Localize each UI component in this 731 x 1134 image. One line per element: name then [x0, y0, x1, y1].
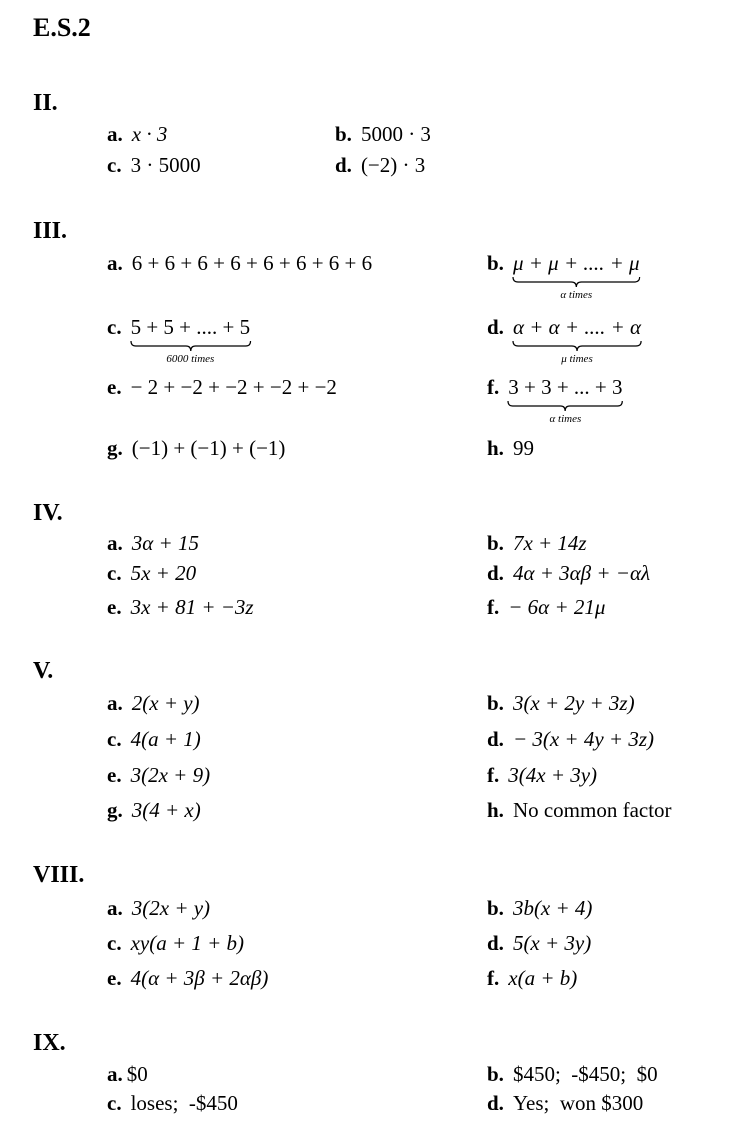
item-text: α + α + .... + α [512, 315, 642, 339]
underbrace [513, 277, 640, 287]
item-label: d. [487, 561, 504, 585]
item-text: 7x + 14z [512, 531, 587, 555]
item-text: 99 [512, 436, 534, 460]
item-label: b. [487, 251, 504, 275]
section-heading-v: V. [33, 658, 54, 684]
item-label: a. [107, 691, 123, 715]
item-label: c. [107, 315, 122, 339]
item-label: b. [487, 1062, 504, 1086]
section-heading-iv: IV. [33, 500, 63, 526]
item-text: 3 + 3 + ... + 3 [508, 375, 623, 399]
answer-iv-d [487, 563, 650, 584]
answer-iv-a [107, 533, 199, 554]
answer-v-g [107, 800, 201, 821]
item-label: e. [107, 595, 122, 619]
item-label: a. [107, 251, 123, 275]
item-label: e. [107, 375, 122, 399]
item-text: (−2) · 3 [360, 153, 426, 177]
answer-ii-d [335, 155, 425, 176]
answer-iv-f [487, 597, 605, 618]
item-text: − 3(x + 4y + 3z) [512, 727, 655, 751]
item-text: x · 3 [131, 122, 168, 146]
answer-v-e [107, 765, 210, 786]
answer-ii-c [107, 155, 201, 176]
item-text: 3α + 15 [131, 531, 199, 555]
item-text: loses; -$450 [130, 1091, 238, 1115]
item-label: a. [107, 122, 123, 146]
answer-ix-b [487, 1064, 658, 1085]
item-label: d. [487, 931, 504, 955]
item-text: (−1) + (−1) + (−1) [131, 436, 286, 460]
item-text: 3b(x + 4) [512, 896, 593, 920]
answer-v-a [107, 693, 200, 714]
answer-viii-f [487, 968, 577, 989]
item-text: 5 + 5 + .... + 5 [130, 315, 251, 339]
answer-iii-d [487, 315, 642, 365]
item-label: c. [107, 931, 122, 955]
item-text: 3(x + 2y + 3z) [512, 691, 635, 715]
item-text: 4α + 3αβ + −αλ [512, 561, 651, 585]
item-label: e. [107, 763, 122, 787]
answer-iii-b [487, 251, 640, 301]
item-label: d. [487, 727, 504, 751]
item-text: 5x + 20 [130, 561, 197, 585]
item-text: 6 + 6 + 6 + 6 + 6 + 6 + 6 + 6 [131, 251, 373, 275]
item-label: b. [487, 531, 504, 555]
answer-viii-e [107, 968, 268, 989]
underbrace-caption: 6000 times [166, 353, 215, 365]
answer-viii-d [487, 933, 591, 954]
section-heading-iii: III. [33, 218, 68, 244]
item-label: g. [107, 798, 123, 822]
item-label: c. [107, 1091, 122, 1115]
item-label: e. [107, 966, 122, 990]
answer-v-f [487, 765, 597, 786]
item-text: 3(4x + 3y) [508, 763, 598, 787]
answer-iv-e [107, 597, 254, 618]
item-label: h. [487, 436, 504, 460]
answer-v-c [107, 729, 201, 750]
item-label: c. [107, 153, 122, 177]
item-text: − 2 + −2 + −2 + −2 + −2 [130, 375, 337, 399]
underbrace [513, 341, 641, 351]
item-label: d. [487, 315, 504, 339]
answer-iii-a [107, 253, 372, 274]
item-label: f. [487, 763, 500, 787]
answer-ii-b [335, 124, 431, 145]
underbrace-caption: α times [560, 289, 593, 301]
item-text: 3(4 + x) [131, 798, 201, 822]
item-text: No common factor [512, 798, 672, 822]
answer-ii-a [107, 124, 167, 145]
answer-v-h [487, 800, 672, 821]
answer-viii-b [487, 898, 592, 919]
underbrace-caption: μ times [561, 353, 593, 365]
answer-ix-c [107, 1093, 238, 1114]
item-label: g. [107, 436, 123, 460]
item-label: b. [487, 896, 504, 920]
answer-viii-c [107, 933, 244, 954]
item-label: f. [487, 375, 500, 399]
item-label: a. [107, 1062, 123, 1086]
item-text: 5(x + 3y) [512, 931, 592, 955]
answer-viii-a [107, 898, 210, 919]
item-label: d. [487, 1091, 504, 1115]
underbrace-caption: α times [549, 413, 582, 425]
answer-iii-g [107, 438, 285, 459]
item-text: 4(a + 1) [130, 727, 201, 751]
item-label: a. [107, 531, 123, 555]
item-text: 5000 · 3 [360, 122, 431, 146]
item-label: a. [107, 896, 123, 920]
page-title: E.S.2 [33, 13, 91, 42]
item-text: 3(2x + 9) [130, 763, 211, 787]
item-label: b. [487, 691, 504, 715]
answer-iii-c [107, 315, 251, 365]
item-label: f. [487, 966, 500, 990]
item-text: 3x + 81 + −3z [130, 595, 254, 619]
answer-iv-b [487, 533, 587, 554]
section-heading-viii: VIII. [33, 862, 85, 888]
item-text: Yes; won $300 [512, 1091, 644, 1115]
item-text: xy(a + 1 + b) [130, 931, 245, 955]
underbrace [508, 401, 622, 411]
item-label: c. [107, 561, 122, 585]
answer-ix-a [107, 1064, 148, 1085]
answer-v-b [487, 693, 635, 714]
item-text: 4(α + 3β + 2αβ) [130, 966, 269, 990]
answer-v-d [487, 729, 654, 750]
item-text: x(a + b) [508, 966, 578, 990]
item-label: c. [107, 727, 122, 751]
answer-iv-c [107, 563, 196, 584]
item-text: μ + μ + .... + μ [512, 251, 640, 275]
item-label: d. [335, 153, 352, 177]
item-text: 3(2x + y) [131, 896, 211, 920]
item-label: b. [335, 122, 352, 146]
answer-ix-d [487, 1093, 643, 1114]
item-text: 2(x + y) [131, 691, 200, 715]
section-heading-ix: IX. [33, 1030, 66, 1056]
item-label: h. [487, 798, 504, 822]
item-text: $0 [126, 1062, 148, 1086]
item-text: $450; -$450; $0 [512, 1062, 658, 1086]
underbrace [131, 341, 251, 351]
answer-iii-h [487, 438, 534, 459]
answer-iii-f [487, 375, 623, 425]
item-label: f. [487, 595, 500, 619]
item-text: − 6α + 21μ [508, 595, 606, 619]
item-text: 3 · 5000 [130, 153, 201, 177]
answer-iii-e [107, 377, 337, 398]
section-heading-ii: II. [33, 90, 58, 116]
